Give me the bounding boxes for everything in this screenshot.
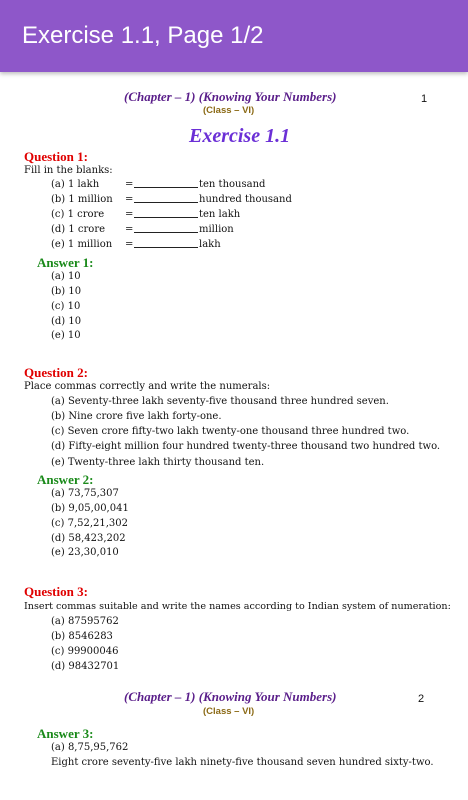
question-item: (a) Seventy-three lakh seventy-five thousand three hundred seven. [51,396,389,407]
question-item: (b) Nine crore five lakh forty-one. [51,411,222,422]
blank-line [134,209,198,221]
blank-item: (c) 1 crore [51,209,105,220]
question-item: (e) Twenty-three lakh thirty thousand ten. [51,457,265,468]
answer-item: (b) 10 [51,286,82,297]
answer-item: Eight crore seventy-five lakh ninety-five thousand seven hundred sixty-two. [51,757,434,768]
blank-unit: million [199,224,234,235]
page-number: 2 [418,693,425,705]
answer-3-label: Answer 3: [37,726,94,741]
blank-unit: lakh [199,239,221,250]
blank-line [134,239,198,251]
answer-item: (e) 10 [51,330,81,341]
chapter-header: (Chapter – 1) (Knowing Your Numbers) [124,689,337,704]
answer-item: (d) 58,423,202 [51,533,126,544]
blank-item: (d) 1 crore [51,224,106,235]
equals-sign: = [125,239,134,250]
question-item: (b) 8546283 [51,631,113,642]
blank-item: (e) 1 million [51,239,113,250]
blank-line [134,224,198,236]
equals-sign: = [125,194,134,205]
page-number: 1 [421,93,428,105]
blank-line [134,179,198,191]
blank-unit: hundred thousand [199,194,292,205]
equals-sign: = [125,179,134,190]
question-1-label: Question 1: [24,149,88,164]
question-3-label: Question 3: [24,584,88,599]
question-1-instruction: Fill in the blanks: [24,165,113,176]
blank-unit: ten thousand [199,179,266,190]
app-bar [0,0,468,72]
question-item: (d) Fifty-eight million four hundred twenty-three thousand two hundred two. [51,441,441,452]
blank-item: (b) 1 million [51,194,113,205]
answer-item: (a) 8,75,95,762 [51,742,129,753]
answer-item: (d) 10 [51,316,82,327]
equals-sign: = [125,224,134,235]
class-label: (Class – VI) [203,706,255,717]
answer-item: (a) 10 [51,271,81,282]
chapter-header: (Chapter – 1) (Knowing Your Numbers) [124,89,337,104]
question-item: (d) 98432701 [51,661,120,672]
app-bar-title: Exercise 1.1, Page 1/2 [22,22,264,49]
question-3-instruction: Insert commas suitable and write the names according to Indian system of numeration: [24,601,451,612]
blank-line [134,194,198,206]
answer-item: (c) 10 [51,301,81,312]
blank-item: (a) 1 lakh [51,179,100,190]
answer-item: (c) 7,52,21,302 [51,518,129,529]
answer-item: (b) 9,05,00,041 [51,503,129,514]
answer-item: (e) 23,30,010 [51,547,119,558]
answer-item: (a) 73,75,307 [51,488,119,499]
question-item: (c) Seven crore fifty-two lakh twenty-one thousand three hundred two. [51,426,410,437]
answer-2-label: Answer 2: [37,472,94,487]
answer-1-label: Answer 1: [37,255,94,270]
blank-unit: ten lakh [199,209,241,220]
question-item: (a) 87595762 [51,616,119,627]
equals-sign: = [125,209,134,220]
question-2-instruction: Place commas correctly and write the numerals: [24,381,271,392]
exercise-title: Exercise 1.1 [189,125,291,147]
question-item: (c) 99900046 [51,646,119,657]
question-2-label: Question 2: [24,365,88,380]
class-label: (Class – VI) [203,105,255,116]
